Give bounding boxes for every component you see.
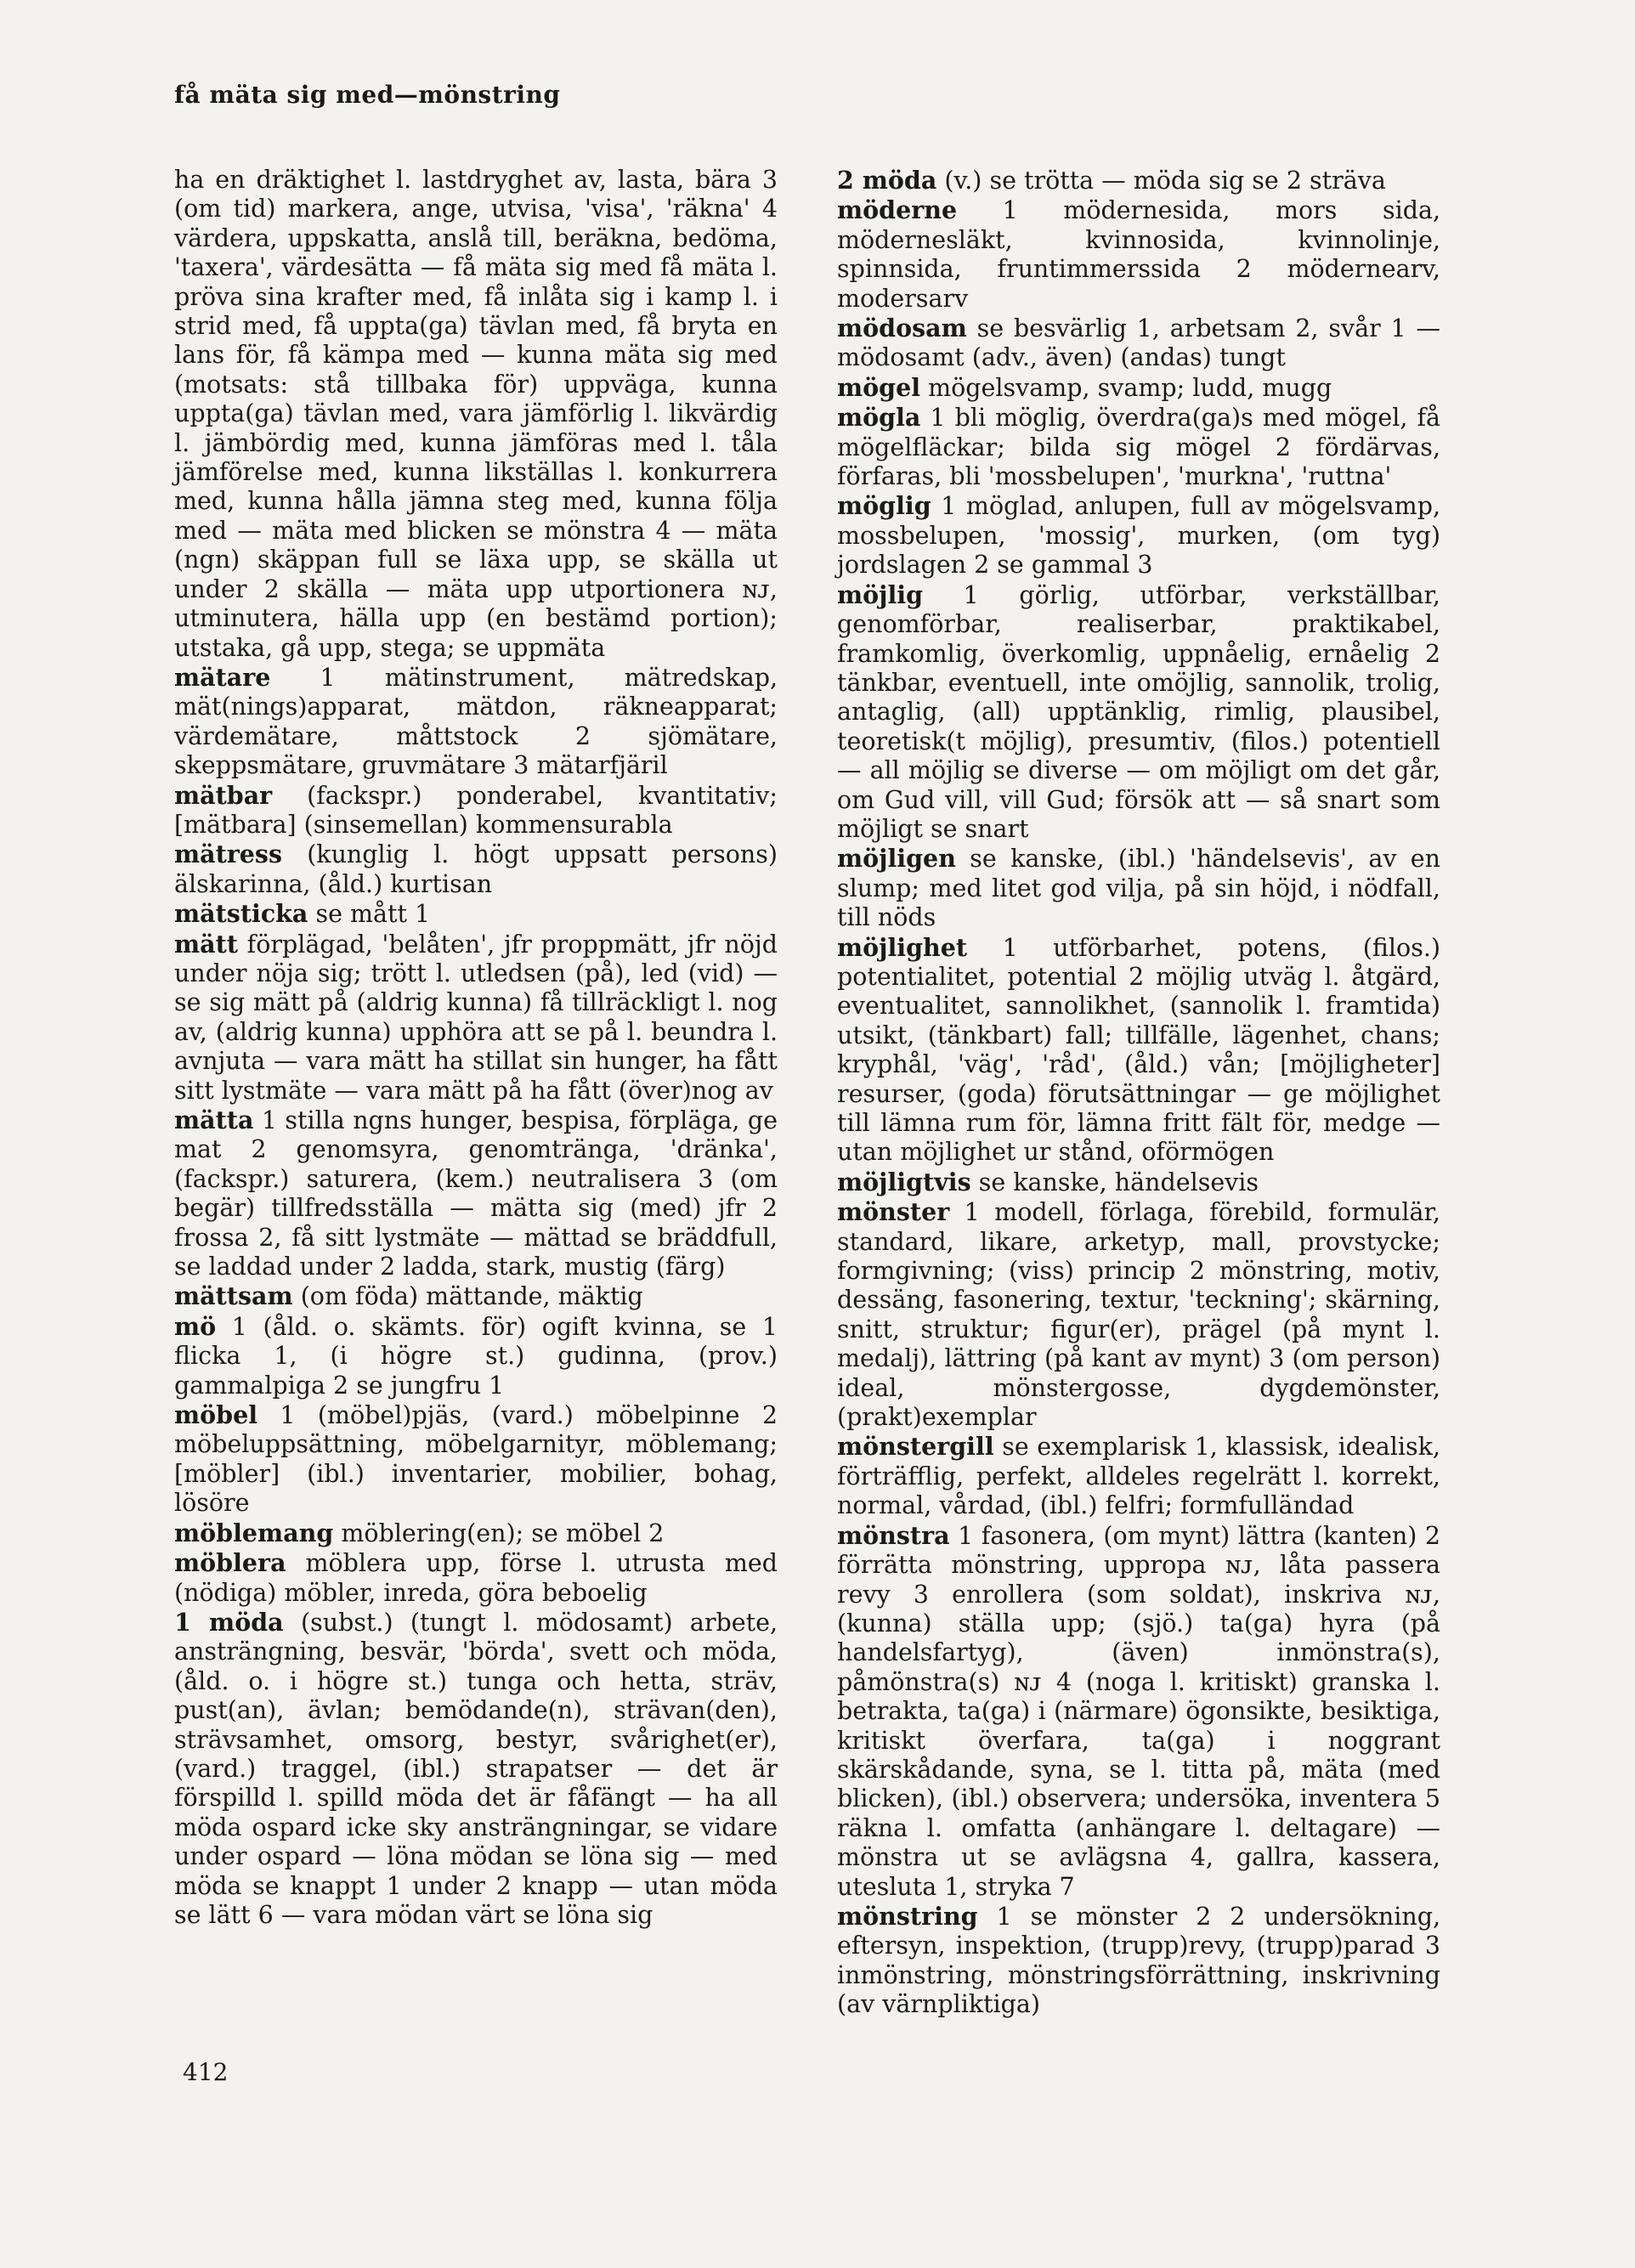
entry-headword: mödosam [837,314,967,343]
dictionary-entry [837,1432,1440,1520]
entry-headword: mönstergill [837,1432,994,1462]
entry-headword: möderne [837,195,958,225]
entry-definition: 1 modell, förlaga, förebild, formulär, standard, likare, arketyp, mall, provstycke; formgivning; (viss) princip 2 mönstring, motiv, dessäng, fasonering, textur, 'teckning'; skärning, snitt, struktur; figur(er), prägel (på mynt l. medalj), lättring (på kant av mynt) 3 (om person) ideal, mönstergosse, dygdemönster, (prakt)exemplar [837,1198,1440,1432]
dictionary-entry [174,840,778,899]
dictionary-entry [174,1608,778,1930]
entry-definition: (om föda) mättande, mäktig [300,1282,643,1311]
entry-headword: möjligen [837,844,956,874]
entry-definition: 1 utförbarhet, potens, (filos.) potentialitet, potential 2 möjlig utväg l. åtgärd, eventualitet, sannolikhet, (sannolik l. framtida) utsikt, (tänkbart) fall; tillfälle, lägenhet, chans; kryphål, 'väg', 'råd', (åld.) vån; [möjligheter] resurser, (goda) förutsättningar — ge möjlighet till lämna rum för, lämna fritt fält för, medge — utan möjlighet ur stånd, oförmögen [837,933,1441,1167]
right-column [837,166,1440,2020]
dictionary-entry [174,1106,778,1281]
page-number: 412 [183,2058,229,2086]
dictionary-entry [174,899,778,929]
entry-definition: 1 bli möglig, överdra(ga)s med mögel, få mögelfläckar; bilda sig mögel 2 fördärvas, förfaras, bli 'mossbelupen', 'murkna', 'ruttna' [837,404,1440,491]
dictionary-entry [837,1197,1440,1432]
dictionary-entry [174,781,778,840]
entry-definition: 1 stilla ngns hunger, bespisa, förpläga, ge mat 2 genomsyra, genomtränga, 'dränka', (fackspr.) saturera, (kem.) neutralisera 3 (om begär) tillfredsställa — mätta sig (med) jfr 2 frossa 2, få sitt lystmäte — mättad se bräddfull, se laddad under 2 ladda, stark, mustig (färg) [174,1106,778,1281]
dictionary-entry [837,491,1440,580]
dictionary-entry [837,844,1440,932]
entry-headword: mätsticka [174,899,308,929]
entry-definition: (v.) se trötta — möda sig se 2 sträva [944,167,1386,195]
dictionary-entry [174,166,778,663]
entry-headword: 2 möda [837,166,937,195]
entry-headword: mönstring [837,1901,978,1931]
entry-headword: möglig [837,491,931,521]
dictionary-entry [837,933,1440,1168]
dictionary-entry [837,580,1440,845]
dictionary-entry [837,1902,1440,2020]
entry-definition: 1 fasonera, (om mynt) lättra (kanten) 2 förrätta mönstring, uppropa ɴᴊ, låta passera revy 3 enrollera (som soldat), inskriva ɴᴊ, (kunna) ställa upp; (sjö.) ta(ga) hyra (på handelsfartyg), (även) inmönstra(s), påmönstra(s) ɴᴊ 4 (noga l. kritiskt) granska l. betrakta, ta(ga) i (närmare) ögonsikte, besiktiga, kritiskt överfara, ta(ga) i noggrant skärskådande, syna, se l. titta på, mäta (med blicken), (ibl.) observera; undersöka, inventera 5 räkna l. omfatta (anhängare l. deltagare) — mönstra ut se avlägsna 4, gallra, kassera, utesluta 1, stryka 7 [837,1521,1441,1901]
entry-headword: 1 möda [174,1607,284,1637]
entry-definition: möblera upp, förse l. utrusta med (nödiga) möbler, inreda, göra beboelig [174,1549,778,1607]
entry-definition: se kanske, (ibl.) 'händelsevis', av en slump; med litet god vilja, på sin höjd, i nödfall, till nöds [837,845,1440,932]
entry-headword: mönster [837,1197,950,1227]
entry-headword: möjlighet [837,932,968,962]
entry-definition: 1 (åld. o. skämts. för) ogift kvinna, se 1 flicka 1, (i högre st.) gudinna, (prov.) gammalpiga 2 se jungfru 1 [174,1312,778,1400]
dictionary-entry [837,195,1440,314]
dictionary-entry [174,1400,778,1519]
entry-headword: mönstra [837,1520,950,1550]
entry-headword: mättsam [174,1281,293,1311]
entry-headword: mögel [837,372,921,402]
dictionary-entry [174,930,778,1106]
entry-headword: mögla [837,403,921,433]
entry-definition: 1 mätinstrument, mätredskap, mät(nings)apparat, mätdon, räkneapparat; värdemätare, måttstock 2 sjömätare, skeppsmätare, gruvmätare 3 mätarfjäril [174,663,778,780]
entry-headword: mätare [174,662,271,692]
entry-definition: se exemplarisk 1, klassisk, idealisk, förträfflig, perfekt, alldeles regelrätt l. korrekt, normal, vårdad, (ibl.) felfri; formfulländad [837,1433,1440,1520]
dictionary-entry [174,1548,778,1608]
dictionary-entry [837,373,1440,403]
entry-headword: mätress [174,840,283,869]
entry-headword: möbel [174,1400,258,1430]
entry-definition: mögelsvamp, svamp; ludd, mugg [928,373,1332,402]
entry-definition: 1 se mönster 2 2 undersökning, eftersyn, inspektion, (trupp)revy, (trupp)parad 3 inmönstring, mönstringsförrättning, inskrivning (av värnpliktiga) [837,1902,1441,2019]
entry-definition: 1 möglad, anlupen, full av mögelsvamp, mossbelupen, 'mossig', murken, (om tyg) jordslagen 2 se gammal 3 [837,492,1440,580]
entry-headword: möblemang [174,1518,334,1547]
entry-definition: 1 mödernesida, mors sida, mödernesläkt, kvinnosida, kvinnolinje, spinnsida, fruntimmerssida 2 mödernearv, modersarv [837,196,1440,313]
entry-definition: ha en dräktighet l. lastdryghet av, lasta, bära 3 (om tid) markera, ange, utvisa, 'visa', 'räkna' 4 värdera, uppskatta, anslå till, beräkna, bedöma, 'taxera', värdesätta — få mäta sig med få mäta l. pröva sina krafter med, få inlåta sig i kamp l. i strid med, få uppta(ga) tävlan med, få bryta en lans för, få kämpa med — kunna mäta sig med (motsats: stå tillbaka för) uppväga, kunna uppta(ga) tävlan med, vara jämförlig l. likvärdig l. jämbördig med, kunna jämföras med l. tåla jämförelse med, kunna likställas l. konkurrera med, kunna hålla jämna steg med, kunna följa med — mäta med blicken se mönstra 4 — mäta (ngn) skäppan full se läxa upp, se skälla ut under 2 skälla — mäta upp utportionera ɴᴊ, utminutera, hälla upp (en bestämd portion); utstaka, gå upp, stega; se uppmäta [174,166,778,662]
entry-headword: möblera [174,1548,286,1578]
entry-definition: se mått 1 [315,900,431,929]
entry-headword: mätt [174,929,238,959]
entry-definition: se besvärlig 1, arbetsam 2, svår 1 — mödosamt (adv., även) (andas) tungt [837,314,1440,372]
entry-headword: mätta [174,1106,254,1134]
dictionary-entry [174,1312,778,1400]
entry-definition: möblering(en); se möbel 2 [341,1519,665,1547]
entry-definition: (kunglig l. högt uppsatt persons) älskarinna, (åld.) kurtisan [174,840,778,898]
entry-definition: (fackspr.) ponderabel, kvantitativ; [mätbara] (sinsemellan) kommensurabla [174,781,778,839]
dictionary-entry [174,1519,778,1548]
dictionary-entry [837,166,1440,195]
entry-headword: möjlig [837,580,924,609]
left-column [174,166,778,1930]
entry-definition: (subst.) (tungt l. mödosamt) arbete, ansträngning, besvär, 'börda', svett och möda, (åld. o. i högre st.) tunga och hetta, sträv, pust(an), ävlan; bemödande(n), strävan(den), strävsamhet, omsorg, bestyr, svårighet(er), (vard.) traggel, (ibl.) strapatser — det är förspilld l. spilld möda det är fåfängt — ha all möda ospard icke sky ansträngningar, se vidare under ospard — löna mödan se löna sig — med möda se knappt 1 under 2 knapp — utan möda se lätt 6 — vara mödan värt se löna sig [174,1608,778,1929]
dictionary-entry [837,1521,1440,1902]
entry-headword: mätbar [174,780,273,810]
entry-definition: 1 görlig, utförbar, verkställbar, genomförbar, realiserbar, praktikabel, framkomlig, överkomlig, uppnåelig, ernåelig 2 tänkbar, eventuell, inte omöjlig, sannolik, trolig, antaglig, (all) upptänklig, rimlig, plausibel, teoretisk(t möjlig), presumtiv, (filos.) potentiell — all möjlig se diverse — om möjligt om det går, om Gud vill, vill Gud; försök att — så snart som möjligt se snart [837,580,1440,843]
dictionary-entry [837,403,1440,491]
entry-definition: förplägad, 'belåten', jfr proppmätt, jfr nöjd under nöja sig; trött l. utledsen (på), led (vid) — se sig mätt på (aldrig kunna) få tillräckligt l. nog av, (aldrig kunna) upphöra att se på l. beundra l. avnjuta — vara mätt ha stillat sin hunger, ha fått sitt lystmäte — vara mätt på ha fått (över)nog av [174,930,778,1105]
running-head: få mäta sig med—mönstring [174,81,561,109]
dictionary-entry [174,1281,778,1311]
entry-headword: möjligtvis [837,1167,971,1196]
entry-headword: mö [174,1311,217,1341]
dictionary-entry [174,663,778,781]
dictionary-entry [837,1168,1440,1197]
entry-definition: 1 (möbel)pjäs, (vard.) möbelpinne 2 möbeluppsättning, möbelgarnityr, möblemang; [möbler] (ibl.) inventarier, mobilier, bohag, lösöre [174,1401,778,1518]
entry-definition: se kanske, händelsevis [978,1168,1259,1196]
dictionary-entry [837,314,1440,373]
